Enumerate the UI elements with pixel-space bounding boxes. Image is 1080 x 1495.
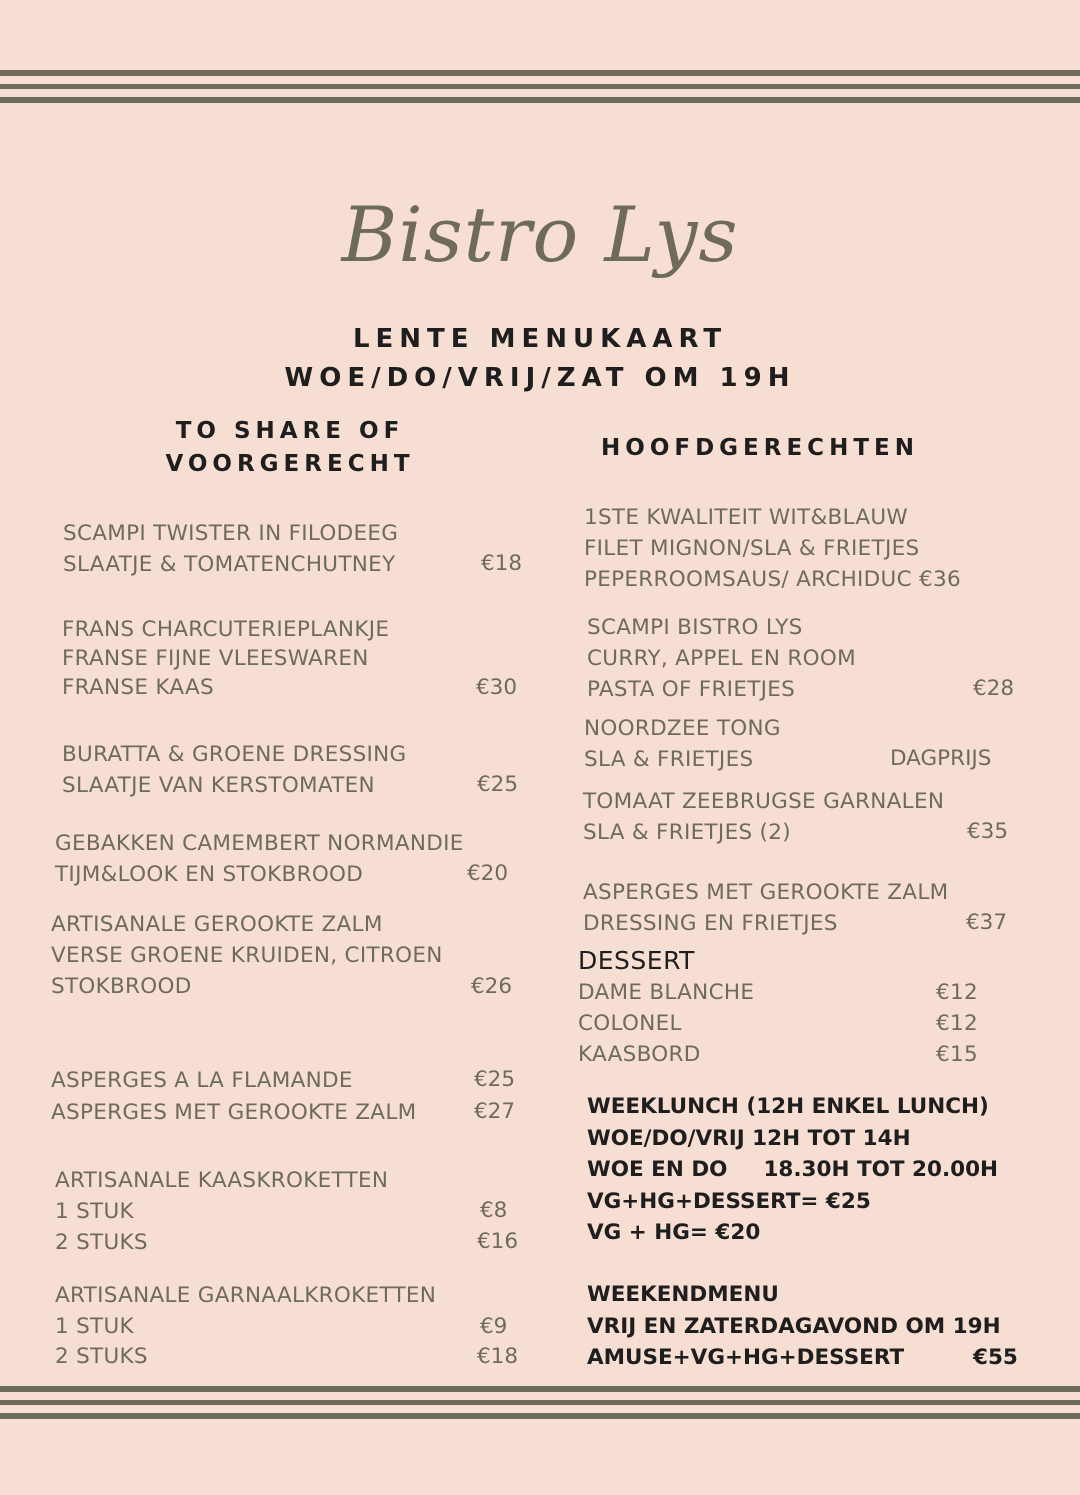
restaurant-name: Bistro Lys — [341, 190, 739, 279]
starter-item — [55, 828, 464, 890]
weeklunch-line — [587, 1154, 998, 1186]
starter-price: €20 — [467, 861, 509, 886]
starter-price: €16 — [477, 1229, 519, 1254]
dessert-list — [578, 977, 754, 1070]
starter-line: ASPERGES A LA FLAMANDE — [51, 1068, 353, 1093]
main-price: €35 — [967, 819, 1009, 844]
starter-line: FRANS CHARCUTERIEPLANKJE — [62, 617, 390, 642]
starter-line: FRANSE FIJNE VLEESWAREN — [62, 646, 369, 671]
dessert-prices — [936, 977, 978, 1070]
weeklunch-line: VG + HG= €20 — [587, 1220, 761, 1245]
starters-heading-line-1: TO SHARE OF — [175, 418, 405, 444]
weeklunch-title: WEEKLUNCH (12H ENKEL LUNCH) — [587, 1094, 989, 1119]
dessert-price: €12 — [936, 980, 978, 1005]
main-item — [583, 786, 944, 848]
menu-schedule: WOE/DO/VRIJ/ZAT OM 19H — [284, 363, 796, 393]
starter-line: SLAATJE VAN KERSTOMATEN — [62, 773, 375, 798]
mains-heading: HOOFDGERECHTEN — [601, 435, 919, 461]
main-line: TOMAAT ZEEBRUGSE GARNALEN — [583, 789, 945, 814]
weekendmenu-title: WEEKENDMENU — [587, 1282, 779, 1307]
starter-line: STOKBROOD — [51, 974, 192, 999]
weeklunch-evening-hours: 18.30H TOT 20.00H — [763, 1157, 999, 1182]
dessert-item: KAASBORD — [578, 1042, 701, 1067]
starter-line: SCAMPI TWISTER IN FILODEEG — [63, 521, 399, 546]
starter-item — [62, 739, 407, 801]
weeklunch-line: VG+HG+DESSERT= €25 — [587, 1188, 871, 1214]
starter-item — [51, 909, 443, 1002]
weekendmenu-line: AMUSE+VG+HG+DESSERT — [587, 1345, 905, 1370]
main-line: PEPERROOMSAUS/ ARCHIDUC €36 — [584, 567, 961, 592]
bottom-stripe-1 — [0, 1386, 1080, 1392]
main-line: FILET MIGNON/SLA & FRIETJES — [584, 536, 920, 561]
starter-line: BURATTA & GROENE DRESSING — [62, 742, 407, 767]
starter-price: €8 — [480, 1198, 508, 1223]
starter-price: €25 — [477, 772, 519, 797]
starter-line: 2 STUKS — [55, 1230, 148, 1255]
weeklunch-days: WOE EN DO — [587, 1157, 728, 1182]
starters-heading-line-2: VOORGERECHT — [165, 451, 415, 477]
main-line: ASPERGES MET GEROOKTE ZALM — [583, 880, 949, 905]
main-line: NOORDZEE TONG — [584, 716, 781, 741]
starter-item — [51, 1065, 416, 1129]
weekendmenu-price: €55 — [973, 1345, 1018, 1370]
main-line: SLA & FRIETJES — [584, 747, 754, 772]
starter-item — [63, 518, 398, 580]
main-line: SLA & FRIETJES (2) — [583, 820, 791, 845]
dessert-item: DAME BLANCHE — [578, 980, 755, 1005]
starter-price: €18 — [481, 551, 523, 576]
main-item — [583, 877, 948, 939]
bottom-stripe-2 — [0, 1400, 1080, 1405]
main-item — [587, 612, 856, 705]
starter-line: ARTISANALE GEROOKTE ZALM — [51, 912, 383, 937]
starter-line: TIJM&LOOK EN STOKBROOD — [55, 862, 364, 887]
main-line: 1STE KWALITEIT WIT&BLAUW — [584, 505, 908, 530]
main-price: €37 — [966, 910, 1008, 935]
starter-price: €25 — [474, 1067, 516, 1092]
starter-item — [62, 615, 389, 702]
main-item — [584, 713, 781, 775]
starters-heading — [120, 415, 460, 481]
top-stripe-1 — [0, 70, 1080, 76]
dessert-item: COLONEL — [578, 1011, 682, 1036]
starter-item — [55, 1281, 436, 1373]
main-price: €28 — [973, 676, 1015, 701]
weekendmenu-line: VRIJ EN ZATERDAGAVOND OM 19H — [587, 1313, 1001, 1339]
starter-line: ARTISANALE GARNAALKROKETTEN — [55, 1283, 437, 1308]
starter-price: €27 — [474, 1099, 516, 1124]
starter-item — [55, 1165, 388, 1258]
starter-price: €18 — [477, 1344, 519, 1369]
main-line: SCAMPI BISTRO LYS — [587, 615, 803, 640]
dessert-price: €12 — [936, 1011, 978, 1036]
starter-line: VERSE GROENE KRUIDEN, CITROEN — [51, 943, 443, 968]
top-stripe-2 — [0, 84, 1080, 89]
menu-subtitle: LENTE MENUKAART — [352, 324, 728, 354]
main-line: CURRY, APPEL EN ROOM — [587, 646, 856, 671]
starter-price: €9 — [480, 1314, 508, 1339]
main-item — [584, 502, 961, 595]
starter-line: ASPERGES MET GEROOKTE ZALM — [51, 1100, 417, 1125]
starter-line: FRANSE KAAS — [62, 675, 214, 700]
main-line: PASTA OF FRIETJES — [587, 677, 796, 702]
starter-price: €26 — [471, 974, 513, 999]
bottom-stripe-3 — [0, 1413, 1080, 1419]
weeklunch-line: WOE/DO/VRIJ 12H TOT 14H — [587, 1125, 911, 1151]
starter-line: GEBAKKEN CAMEMBERT NORMANDIE — [55, 831, 464, 856]
starter-line: 1 STUK — [55, 1313, 134, 1339]
top-stripe-3 — [0, 97, 1080, 103]
starter-price: €30 — [476, 675, 518, 700]
starter-line: 1 STUK — [55, 1199, 134, 1224]
main-line: DRESSING EN FRIETJES — [583, 911, 838, 936]
dessert-price: €15 — [936, 1042, 978, 1067]
weeklunch-block — [587, 1091, 998, 1249]
weekendmenu-block — [587, 1279, 1001, 1374]
starter-line: 2 STUKS — [55, 1344, 148, 1369]
starter-line: SLAATJE & TOMATENCHUTNEY — [63, 552, 396, 577]
dessert-heading: DESSERT — [578, 946, 695, 975]
starter-line: ARTISANALE KAASKROKETTEN — [55, 1168, 389, 1193]
main-price: DAGPRIJS — [890, 746, 992, 771]
